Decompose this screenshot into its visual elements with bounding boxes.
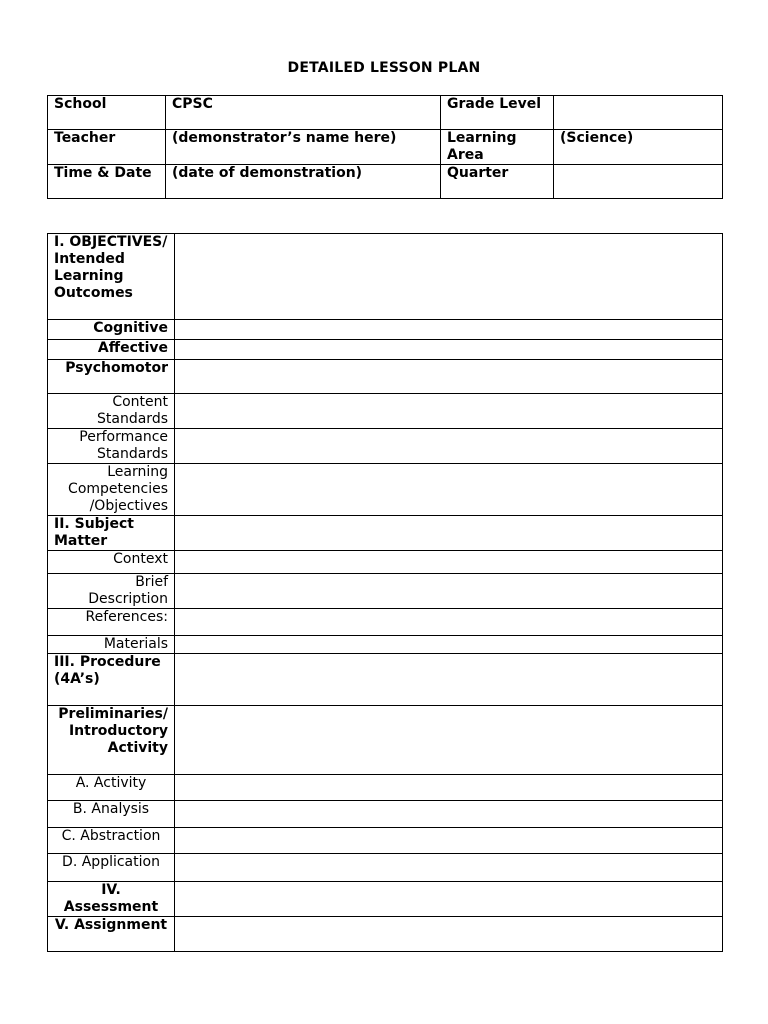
header-row-time-date [48,165,723,199]
abstraction-label: C. Abstraction [48,828,175,854]
header-row-school [48,96,723,130]
row-psychomotor [48,360,723,394]
row-activity [48,775,723,801]
time-date-label: Time & Date [48,165,166,199]
row-abstraction [48,828,723,854]
quarter-value[interactable] [554,165,723,199]
preliminaries-label: Preliminaries/ Introductory Activity [48,706,175,775]
document-title: DETAILED LESSON PLAN [287,60,481,76]
row-subject-matter [48,516,723,551]
psychomotor-label: Psychomotor [48,360,175,394]
row-analysis [48,801,723,828]
brief-description-label: Brief Description [48,574,175,609]
assessment-label: IV. Assessment [48,882,175,917]
row-affective [48,340,723,360]
context-label: Context [48,551,175,574]
grade-level-value[interactable] [554,96,723,130]
content-standards-label: Content Standards [48,394,175,429]
teacher-label: Teacher [48,130,166,165]
cognitive-value[interactable] [175,320,723,340]
materials-value[interactable] [175,636,723,654]
row-performance-standards [48,429,723,464]
assignment-label: V. Assignment [48,917,175,952]
references-label: References: [48,609,175,636]
learning-competencies-label: Learning Competencies /Objectives [48,464,175,516]
abstraction-value[interactable] [175,828,723,854]
row-learning-competencies [48,464,723,516]
objectives-label: I. OBJECTIVES/ Intended Learning Outcomes [48,234,175,320]
subject-matter-value[interactable] [175,516,723,551]
row-application [48,854,723,882]
header-info-table [47,95,723,199]
time-date-value[interactable]: (date of demonstration) [166,165,441,199]
affective-value[interactable] [175,340,723,360]
psychomotor-value[interactable] [175,360,723,394]
cognitive-label: Cognitive [48,320,175,340]
school-value[interactable]: CPSC [166,96,441,130]
learning-area-label: Learning Area [441,130,554,165]
assignment-value[interactable] [175,917,723,952]
procedure-value[interactable] [175,654,723,706]
assessment-value[interactable] [175,882,723,917]
quarter-label: Quarter [441,165,554,199]
content-standards-value[interactable] [175,394,723,429]
row-procedure [48,654,723,706]
objectives-value[interactable] [175,234,723,320]
performance-standards-label: Performance Standards [48,429,175,464]
row-assessment [48,882,723,917]
learning-competencies-value[interactable] [175,464,723,516]
school-label: School [48,96,166,130]
references-value[interactable] [175,609,723,636]
context-value[interactable] [175,551,723,574]
brief-description-value[interactable] [175,574,723,609]
grade-level-label: Grade Level [441,96,554,130]
learning-area-value[interactable]: (Science) [554,130,723,165]
analysis-label: B. Analysis [48,801,175,828]
row-context [48,551,723,574]
application-value[interactable] [175,854,723,882]
affective-label: Affective [48,340,175,360]
procedure-label: III. Procedure (4A’s) [48,654,175,706]
subject-matter-label: II. Subject Matter [48,516,175,551]
row-references [48,609,723,636]
application-label: D. Application [48,854,175,882]
row-materials [48,636,723,654]
row-preliminaries [48,706,723,775]
row-assignment [48,917,723,952]
activity-label: A. Activity [48,775,175,801]
activity-value[interactable] [175,775,723,801]
lesson-plan-table [47,233,723,952]
row-cognitive [48,320,723,340]
header-row-teacher [48,130,723,165]
analysis-value[interactable] [175,801,723,828]
preliminaries-value[interactable] [175,706,723,775]
materials-label: Materials [48,636,175,654]
teacher-value[interactable]: (demonstrator’s name here) [166,130,441,165]
row-content-standards [48,394,723,429]
row-objectives [48,234,723,320]
row-brief-description [48,574,723,609]
performance-standards-value[interactable] [175,429,723,464]
